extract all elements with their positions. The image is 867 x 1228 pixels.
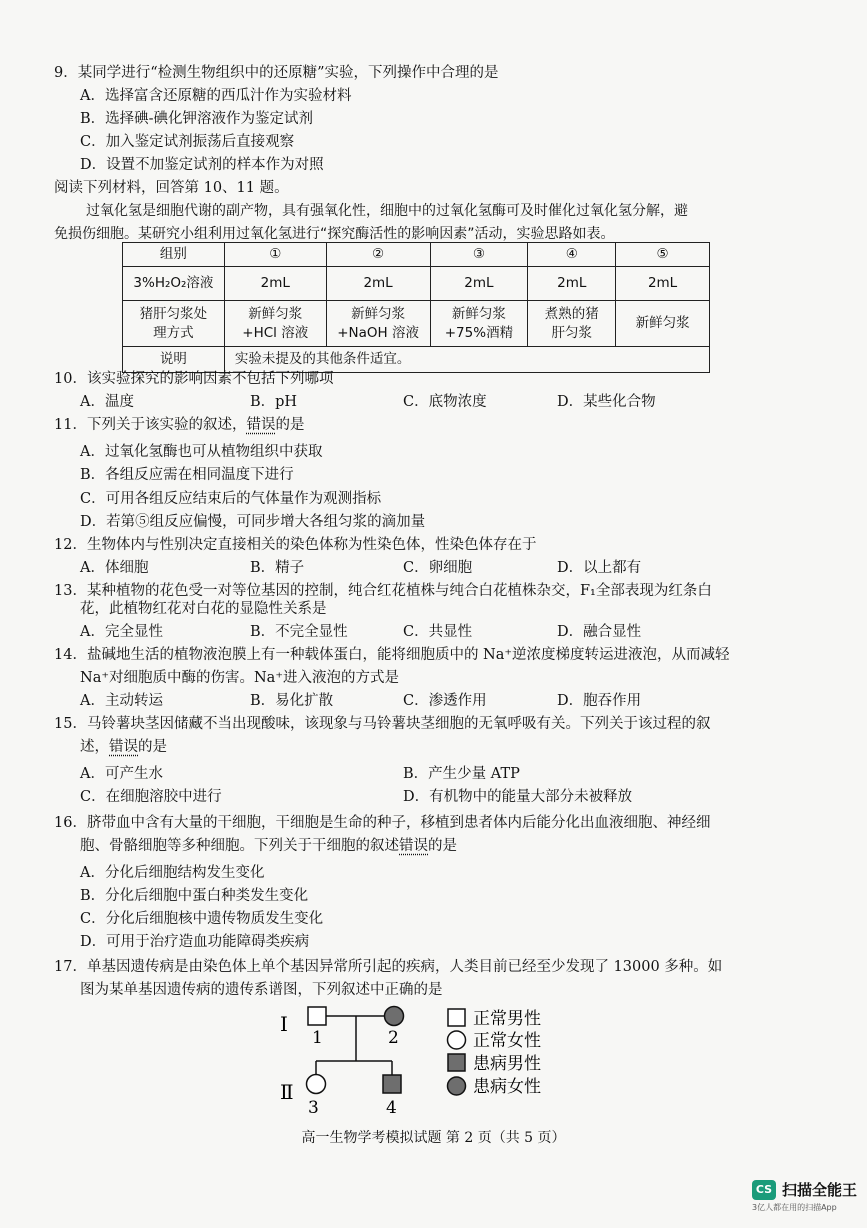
q9-option-a: A．选择富含还原糖的西瓜汁作为实验材料 (80, 88, 352, 104)
q9-option-b: B．选择碘-碘化钾溶液作为鉴定试剂 (80, 111, 314, 127)
q16-stem-text: 的是 (428, 838, 457, 854)
legend-affected-female-symbol (448, 1077, 466, 1095)
material-line-1: 过氧化氢是细胞代谢的副产物，具有强氧化性，细胞中的过氧化氢酶可及时催化过氧化氢分解，避 (86, 203, 688, 219)
table-row (123, 267, 710, 301)
q17-stem-line-1: 17．单基因遗传病是由染色体上单个基因异常所引起的疾病，人类目前已经至少发现了 13000 多种。如 (54, 959, 723, 975)
q14-option-d: D．胞吞作用 (557, 693, 642, 709)
table-cell: 2mL (430, 267, 528, 301)
q14-option-b: B．易化扩散 (250, 693, 334, 709)
q15-stem-emphasis: 错误 (109, 739, 138, 755)
table-cell (224, 301, 326, 347)
individual-i2-affected-female (385, 1007, 404, 1026)
q9-stem: 9．某同学进行“检测生物组织中的还原糖”实验，下列操作中合理的是 (54, 65, 499, 81)
legend-affected-male-symbol (448, 1054, 465, 1071)
table-cell: 2mL (326, 267, 430, 301)
q12-option-a: A．体细胞 (80, 560, 149, 576)
q13-option-b: B．不完全显性 (250, 624, 348, 640)
table-cell: 2mL (528, 267, 616, 301)
q15-option-c: C．在细胞溶胶中进行 (80, 789, 222, 805)
q16-stem-text: 胞、骨骼细胞等多种细胞。下列关于干细胞的叙述 (80, 838, 399, 854)
q13-option-a: A．完全显性 (80, 624, 163, 640)
q12-option-c: C．卵细胞 (403, 560, 473, 576)
generation-2-label: Ⅱ (280, 1080, 294, 1104)
q16-option-d: D．可用于治疗造血功能障碍类疾病 (80, 934, 310, 950)
table-cell (528, 301, 616, 347)
q16-stem-line-1: 16．脐带血中含有大量的干细胞，干细胞是生命的种子，移植到患者体内后能分化出血液细胞、神经细 (54, 815, 711, 831)
table-header-cell: 组别 (123, 243, 225, 267)
q16-option-b: B．分化后细胞中蛋白种类发生变化 (80, 888, 309, 904)
table-cell-line: +75%酒精 (444, 324, 514, 341)
q11-stem (54, 414, 304, 437)
q11-option-a: A．过氧化氢酶也可从植物组织中获取 (80, 444, 323, 460)
q11-stem-text: 的是 (275, 417, 305, 433)
q13-stem-line-1: 13．某种植物的花色受一对等位基因的控制，纯合红花植株与纯合白花植株杂交，F₁全部表现为红条白 (54, 583, 712, 599)
table-row-label-line: 理方式 (153, 324, 194, 341)
q16-option-a: A．分化后细胞结构发生变化 (80, 865, 265, 881)
legend-normal-male-symbol (448, 1009, 465, 1026)
table-cell (616, 301, 710, 347)
table-cell-line: 新鲜匀浆 (248, 305, 303, 322)
table-header-cell: ① (224, 243, 326, 267)
q16-stem-emphasis: 错误 (399, 838, 428, 854)
q13-option-d: D．融合显性 (557, 624, 642, 640)
table-cell-line: 肝匀浆 (551, 324, 592, 341)
table-row-label-line: 猪肝匀浆处 (139, 305, 208, 322)
legend-label: 患病女性 (473, 1077, 541, 1097)
q15-option-a: A．可产生水 (80, 766, 163, 782)
camscanner-logo-icon: CS (752, 1180, 776, 1200)
q14-stem-line-2: Na⁺对细胞质中酶的伤害。Na⁺进入液泡的方式是 (80, 670, 399, 686)
individual-ii4-affected-male (383, 1075, 401, 1093)
q10-option-d: D．某些化合物 (557, 394, 656, 410)
q11-option-b: B．各组反应需在相同温度下进行 (80, 467, 294, 483)
table-cell: 2mL (616, 267, 710, 301)
q14-stem-line-1: 14．盐碱地生活的植物液泡膜上有一种载体蛋白，能将细胞质中的 Na⁺逆浓度梯度转运进液泡，从而减轻 (54, 647, 730, 663)
individual-number: 4 (386, 1098, 397, 1118)
q15-stem-line-1: 15．马铃薯块茎因储藏不当出现酸味，该现象与马铃薯块茎细胞的无氧呼吸有关。下列关于该过程的叙 (54, 716, 711, 732)
table-cell-line: +HCl 溶液 (242, 324, 309, 341)
q10-option-a: A．温度 (80, 394, 134, 410)
table-row-label (123, 301, 225, 347)
q12-option-d: D．以上都有 (557, 560, 642, 576)
q13-stem-line-2: 花，此植物红花对白花的显隐性关系是 (80, 601, 327, 617)
table-row (123, 301, 710, 347)
q9-option-c: C．加入鉴定试剂振荡后直接观察 (80, 134, 295, 150)
q13-option-c: C．共显性 (403, 624, 473, 640)
q10-option-c: C．底物浓度 (403, 394, 487, 410)
q11-option-c: C．可用各组反应结束后的气体量作为观测指标 (80, 491, 382, 507)
table-cell-line: 新鲜匀浆 (351, 305, 406, 322)
pedigree-diagram (270, 995, 590, 1120)
table-header-cell: ⑤ (616, 243, 710, 267)
table-cell-line: 煮熟的猪 (544, 305, 599, 322)
table-header-cell: ④ (528, 243, 616, 267)
page-footer: 高一生物学考模拟试题 第 2 页（共 5 页） (301, 1130, 566, 1146)
legend-label: 正常男性 (473, 1009, 541, 1029)
table-header-row (123, 243, 710, 267)
q16-option-c: C．分化后细胞核中遗传物质发生变化 (80, 911, 324, 927)
q12-stem: 12．生物体内与性别决定直接相关的染色体称为性染色体，性染色体存在于 (54, 537, 537, 553)
table-header-cell: ② (326, 243, 430, 267)
q10-option-b: B．pH (250, 394, 298, 410)
scanner-app-name: 扫描全能王 (782, 1181, 858, 1199)
q15-option-d: D．有机物中的能量大部分未被释放 (403, 789, 633, 805)
table-header-cell: ③ (430, 243, 528, 267)
q14-option-a: A．主动转运 (80, 693, 163, 709)
individual-number: 3 (308, 1098, 319, 1118)
table-cell (326, 301, 430, 347)
legend-label: 患病男性 (473, 1054, 541, 1074)
reading-intro: 阅读下列材料，回答第 10、11 题。 (54, 180, 289, 196)
table-row-label: 说明 (123, 347, 225, 373)
table-cell: 2mL (224, 267, 326, 301)
q9-option-d: D．设置不加鉴定试剂的样本作为对照 (80, 157, 324, 173)
table-row-label: 3%H₂O₂溶液 (123, 267, 225, 301)
material-line-2: 免损伤细胞。某研究小组利用过氧化氢进行“探究酶活性的影响因素”活动，实验思路如表。 (54, 226, 615, 242)
table-cell-line: +NaOH 溶液 (337, 324, 419, 341)
table-cell-line: 新鲜匀浆 (451, 305, 506, 322)
scanner-watermark (752, 1180, 858, 1220)
scanner-app-tagline: 3亿人都在用的扫描App (752, 1203, 837, 1212)
q14-option-c: C．渗透作用 (403, 693, 487, 709)
table-cell (430, 301, 528, 347)
q15-stem-line-2 (80, 736, 167, 759)
q12-option-b: B．精子 (250, 560, 305, 576)
individual-i1-normal-male (308, 1007, 326, 1025)
q11-stem-text: 11．下列关于该实验的叙述， (54, 417, 247, 433)
individual-number: 2 (388, 1028, 399, 1048)
q17-stem-line-2: 图为某单基因遗传病的遗传系谱图，下列叙述中正确的是 (80, 982, 443, 998)
generation-1-label: Ⅰ (280, 1012, 288, 1036)
individual-number: 1 (312, 1028, 323, 1048)
q15-stem-text: 的是 (138, 739, 167, 755)
q11-stem-emphasis: 错误 (246, 417, 276, 433)
q15-option-b: B．产生少量 ATP (403, 766, 520, 782)
legend-label: 正常女性 (473, 1031, 541, 1051)
q15-stem-text: 述， (80, 739, 109, 755)
q16-stem-line-2 (80, 835, 457, 858)
individual-ii3-normal-female (307, 1075, 326, 1094)
q10-stem: 10．该实验探究的影响因素不包括下列哪项 (54, 371, 334, 387)
experiment-table (122, 242, 710, 373)
table-cell-line: 新鲜匀浆 (635, 315, 690, 331)
table-note: 实验未提及的其他条件适宜。 (224, 347, 709, 373)
legend-normal-female-symbol (448, 1031, 466, 1049)
q11-option-d: D．若第⑤组反应偏慢，可同步增大各组匀浆的滴加量 (80, 514, 426, 530)
